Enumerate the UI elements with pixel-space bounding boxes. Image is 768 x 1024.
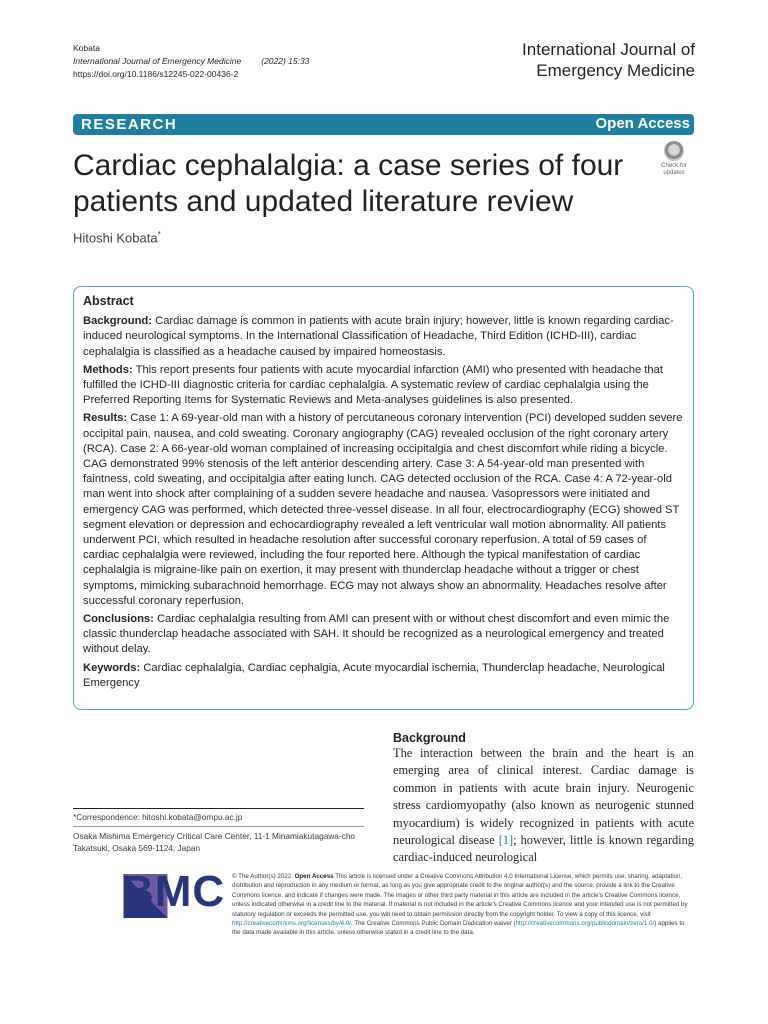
abstract-keywords: Keywords: Cardiac cephalalgia, Cardiac cephalgia, Acute myocardial ischemia, Thunderclap headache, Neurological Emergency (83, 661, 665, 689)
correspondence-email[interactable]: *Correspondence: hitoshi.kobata@ompu.ac.jp (73, 812, 243, 822)
check-updates-label: Check for updates (661, 163, 687, 176)
author-name: Hitoshi Kobata* (73, 230, 161, 246)
public-domain-link[interactable]: http://creativecommons.org/publicdomain/zero/1.0/ (515, 920, 655, 928)
check-for-updates-button[interactable] (654, 141, 694, 181)
abstract-heading: Abstract (83, 294, 134, 308)
citation-line (73, 55, 309, 68)
citation-link[interactable]: [1] (498, 833, 514, 848)
abstract-results: Results: Case 1: A 69-year-old man with a history of percutaneous coronary intervention (PCI) developed sudden severe occipital pain, nausea, and cold sweating. Coronary angiography (CAG) revealed occlusion of the right coronary artery (RCA). Case 2: A 66-year-old woman complained of increasing occipitalgia and chest discomfort while riding a bicycle. CAG demonstrated 99% stenosis of the left anterior descending artery. Case 3: A 54-year-old man presented with faintness, cold sweating, and occipitalgia after eating lunch. CAG detected occlusion of the RCA. Case 4: A 72-year-old man went into shock after complaining of a sudden severe headache and nausea. Vasopressors were initiated and emergency CAG was performed, which detected three-vessel disease. In all four, electrocardiography (ECG) showed ST segment elevation or depression and echocardiography revealed a left ventricular wall motion abnormality. All patients underwent PCI, which resulted in headache resolution after successful coronary reperfusion. A total of 59 cases of cardiac cephalalgia were reviewed, including the four reported here. Although the typical manifestation of cardiac cephalalgia is migraine-like pain on exertion, it may present with thunderclap headache without a trigger or chest symptoms, mimicking subarachnoid hemorrhage. ECG may not always show an abnormality. Headaches resolve after successful coronary reperfusion. (83, 412, 683, 607)
article-meta (73, 42, 309, 81)
affiliation-divider (73, 826, 364, 827)
corresponding-mark: * (157, 230, 161, 239)
journal-italic: International Journal of Emergency Medicine (73, 56, 242, 66)
license-link[interactable]: http://creativecommons.org/licenses/by/4.0/ (232, 920, 351, 928)
background-heading: Background (393, 731, 466, 745)
title-line2: patients and updated literature review (73, 185, 574, 218)
abstract-background: Background: Cardiac damage is common in patients with acute brain injury; however, little is known regarding cardiac-induced neurological symptoms. In the International Classification of Headache, Third Edition (ICHD-III), cardiac cephalalgia is classified as a headache caused by impaired homeostasis. (83, 315, 674, 358)
doi-link[interactable]: https://doi.org/10.1186/s12245-022-00436-2 (73, 69, 239, 79)
abstract-conclusions: Conclusions: Cardiac cephalalgia resulting from AMI can present with or without chest discomfort and even mimic the classic thunderclap headache associated with SAH. It should be recognized as a neurological emergency and treated without delay. (83, 613, 670, 656)
year-volume: (2022) 15:33 (261, 56, 310, 66)
footnote-divider (73, 808, 364, 809)
open-access-label-small: Open Access (294, 873, 334, 880)
abstract-methods: Methods: This report presents four patients with acute myocardial infarction (AMI) who presented with headache that fulfilled the ICHD-III diagnostic criteria for cardiac cephalalgia. A systematic review of cardiac cephalalgia using the Preferred Reporting Items for Systematic Reviews and Meta-analyses guidelines is also presented. (83, 363, 663, 407)
author-short: Kobata (73, 43, 100, 53)
abstract-box (73, 286, 694, 710)
title-line1: Cardiac cephalalgia: a case series of four (73, 149, 624, 182)
author-affiliation: Osaka Mishima Emergency Critical Care Center, 11-1 Minamiakutagawa-cho Takatsuki, Osaka 569-1124, Japan (73, 831, 356, 853)
journal-name (522, 39, 695, 81)
open-access-label: Open Access (595, 115, 690, 132)
background-paragraph: The interaction between the brain and the heart is an emerging area of clinical interest. Cardiac damage is common in patients with acute brain injury. Neurogenic stress cardiomyopathy (also known as neurogenic stunned myocardium) is widely recognized in patients with acute neurological disease [1]; however, little is known regarding cardiac-induced neurological (393, 746, 695, 865)
license-text: © The Author(s) 2022. Open Access This article is licensed under a Creative Commons Attribution 4.0 International License, which permits use, sharing, adaptation, distribution and reproduction in any medium or format, as long as you give appropriate credit to the original author(s) and the source, provide a link to the Creative Commons licence, and indicate if changes were made. The images or other third party material in this article are included in the article’s Creative Commons licence, unless indicated otherwise in a credit line to the material. If material is not included in the article’s Creative Commons licence and your intended use is not permitted by statutory regulation or exceeds the permitted use, you will need to obtain permission directly from the copyright holder. To view a copy of this licence, visit http://creativecommons.org/licenses/by/4.0/. The Creative Commons Public Domain Dedication waiver (http://creativecommons.org/publicdomain/zero/1.0/) applies to the data made available in this article, unless otherwise stated in a credit line to the data. (232, 873, 688, 937)
journal-name-line2: Emergency Medicine (536, 61, 695, 80)
section-label: RESEARCH (81, 116, 178, 133)
check-updates-icon (664, 141, 684, 161)
bmc-logo-text: BMC (122, 867, 226, 916)
journal-name-line1: International Journal of (522, 40, 695, 59)
section-bar (73, 114, 694, 135)
article-title (73, 148, 633, 220)
